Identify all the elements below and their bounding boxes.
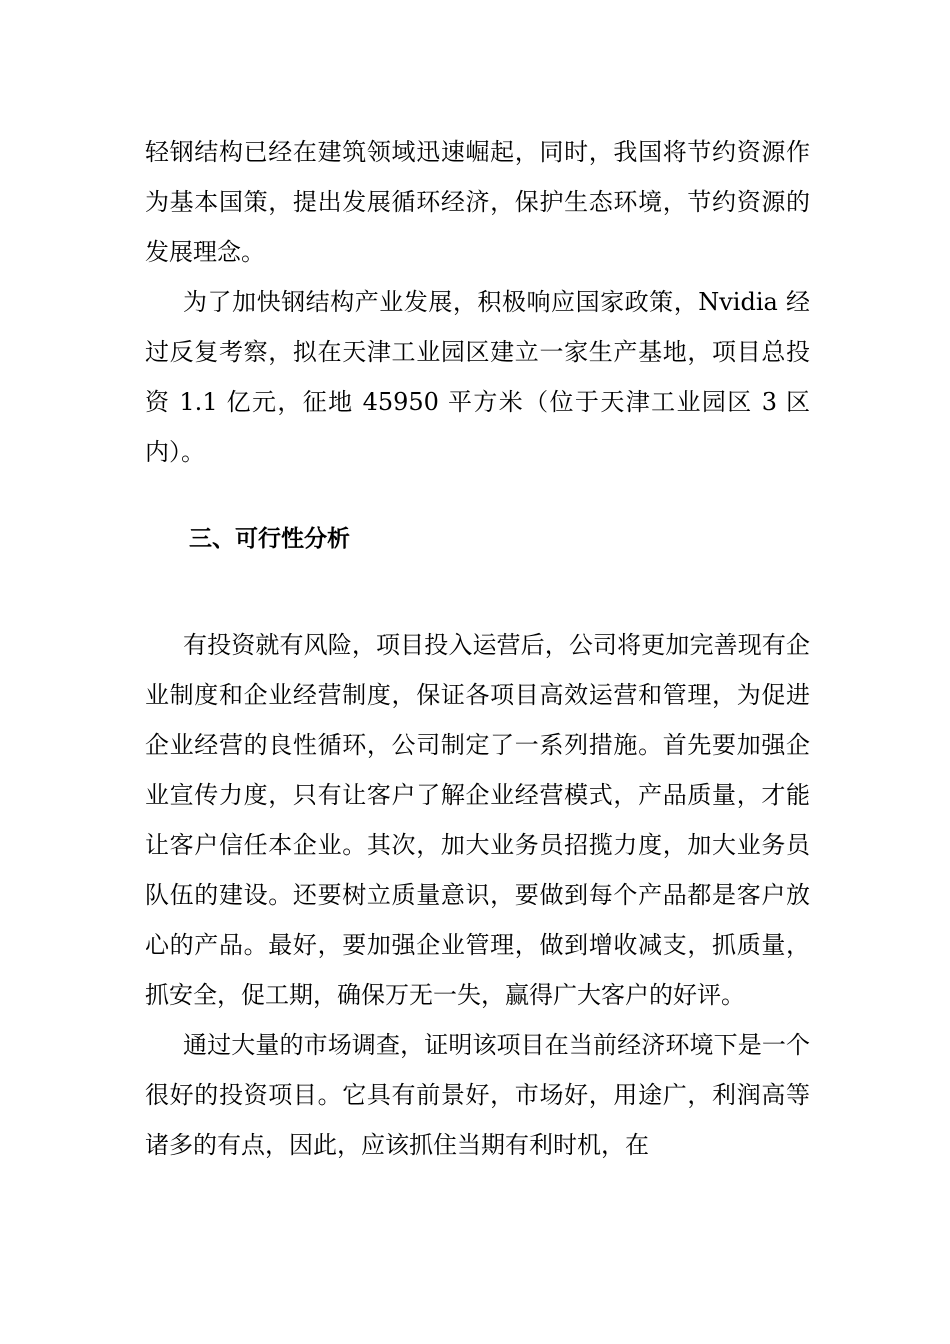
section-heading-feasibility: 三、可行性分析: [189, 526, 350, 552]
document-body: [145, 127, 810, 1170]
paragraph-policy: 轻钢结构已经在建筑领域迅速崛起，同时，我国将节约资源作为基本国策，提出发展循环经济，保护生态环境，节约资源的发展理念。: [145, 138, 810, 266]
paragraph-investment: 为了加快钢结构产业发展，积极响应国家政策，Nvidia 经过反复考察，拟在天津工业园区建立一家生产基地，项目总投资 1.1 亿元，征地 45950 平方米（位于天津工业园区 3 区内）。: [145, 288, 810, 466]
section-spacer: [145, 564, 810, 620]
paragraph-market-survey: 通过大量的市场调查，证明该项目在当前经济环境下是一个很好的投资项目。它具有前景好，市场好，用途广，利润高等诸多的有点，因此，应该抓住当期有利时机，在: [145, 1031, 810, 1159]
paragraph-risk-measures: 有投资就有风险，项目投入运营后，公司将更加完善现有企业制度和企业经营制度，保证各项目高效运营和管理，为促进企业经营的良性循环，公司制定了一系列措施。首先要加强企业宣传力度，只有让客户了解企业经营模式，产品质量，才能让客户信任本企业。其次，加大业务员招揽力度，加大业务员队伍的建设。还要树立质量意识，要做到每个产品都是客户放心的产品。最好，要加强企业管理，做到增收减支，抓质量，抓安全，促工期，确保万无一失，赢得广大客户的好评。: [145, 631, 810, 1009]
